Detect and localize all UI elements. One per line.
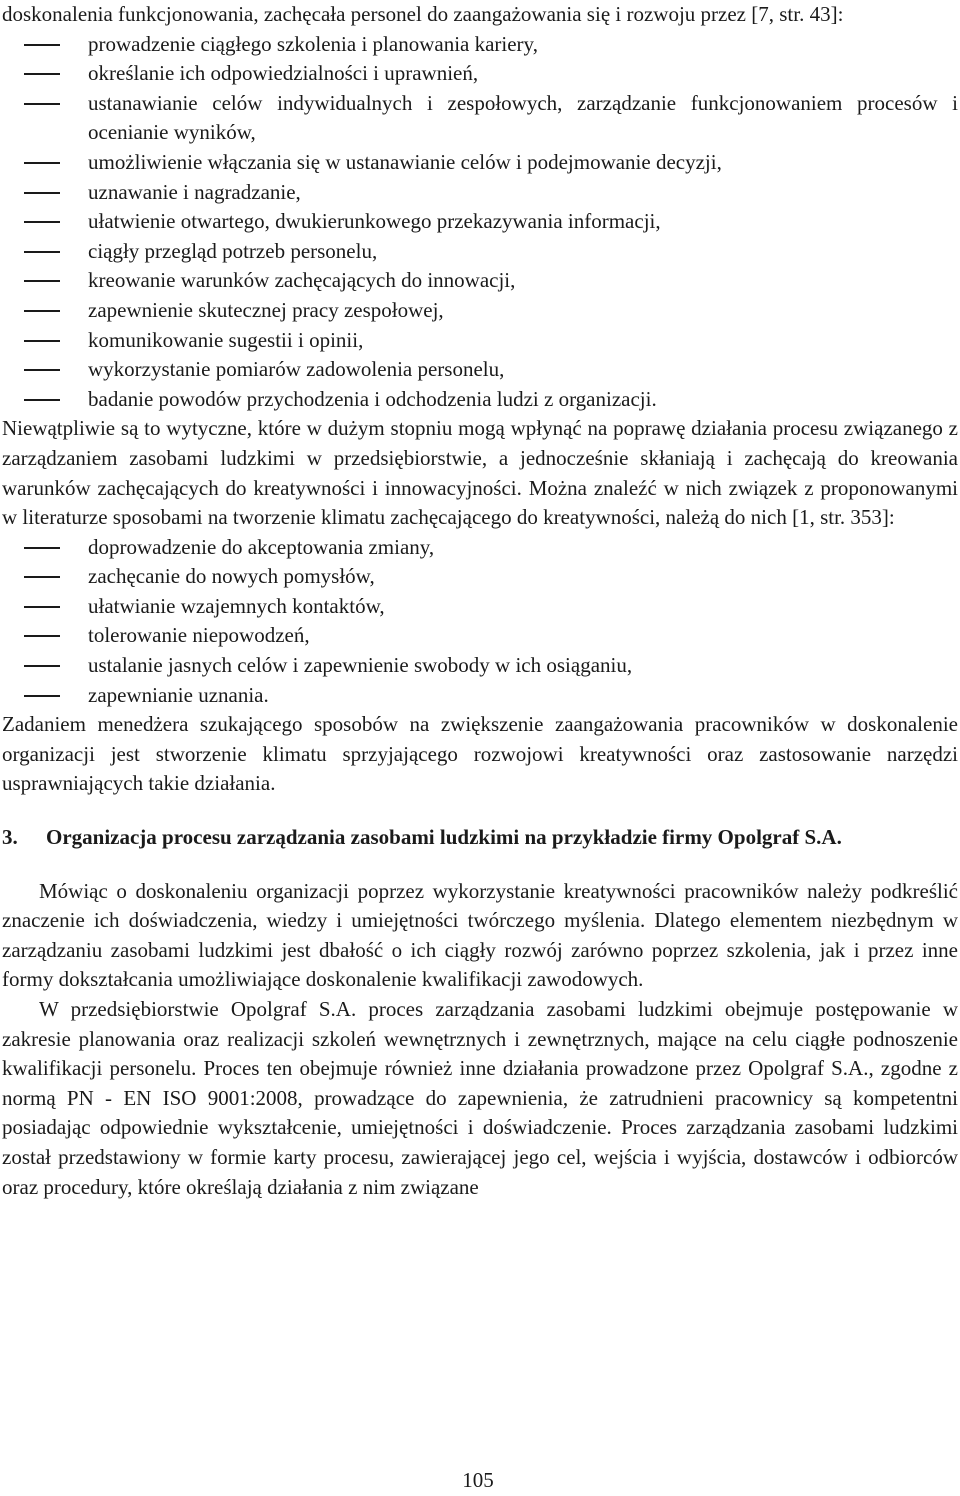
list-item: wykorzystanie pomiarów zadowolenia personelu,	[2, 355, 958, 385]
dash-bullet	[24, 251, 60, 253]
list-item: zapewnianie uznania.	[2, 681, 958, 711]
dash-bullet	[24, 221, 60, 223]
list-item: prowadzenie ciągłego szkolenia i planowania kariery,	[2, 30, 958, 60]
section-number: 3.	[2, 825, 18, 850]
list-item: określanie ich odpowiedzialności i uprawnień,	[2, 59, 958, 89]
climate-methods-list	[2, 533, 958, 711]
dash-bullet	[24, 399, 60, 401]
dash-bullet	[24, 44, 60, 46]
dash-bullet	[24, 665, 60, 667]
guidelines-list	[2, 30, 958, 415]
dash-bullet	[24, 162, 60, 164]
list-item: umożliwienie włączania się w ustanawianie celów i podejmowanie decyzji,	[2, 148, 958, 178]
body-paragraph: W przedsiębiorstwie Opolgraf S.A. proces zarządzania zasobami ludzkimi obejmuje postępowanie w zakresie planowania oraz realizacji szkoleń wewnętrznych i zewnętrznych, mające na celu ciągłe podnoszenie kwalifikacji personelu. Proces ten obejmuje również inne działania prowadzone przez Opolgraf S.A., zgodne z normą PN - EN ISO 9001:2008, prowadzące do zapewnienia, że zatrudnieni pracownicy są kompetentni posiadając odpowiednie wykształcenie, umiejętności i doświadczenie. Proces zarządzania zasobami ludzkimi został przedstawiony w formie karty procesu, zawierającej jego cel, wejścia i wyjścia, dostawców i odbiorców oraz procedury, które określają działania z nim związane	[2, 997, 958, 1199]
body-paragraph: Zadaniem menedżera szukającego sposobów na zwiększenie zaangażowania pracowników w doskonalenie organizacji jest stworzenie klimatu sprzyjającego rozwojowi kreatywności oraz zastosowanie narzędzi usprawniających takie działania.	[2, 712, 958, 796]
dash-bullet	[24, 635, 60, 637]
list-item: zachęcanie do nowych pomysłów,	[2, 562, 958, 592]
list-item: uznawanie i nagradzanie,	[2, 178, 958, 208]
dash-bullet	[24, 192, 60, 194]
dash-bullet	[24, 310, 60, 312]
page-number: 105	[462, 1468, 494, 1492]
dash-bullet	[24, 280, 60, 282]
dash-bullet	[24, 103, 60, 105]
list-item: kreowanie warunków zachęcających do innowacji,	[2, 266, 958, 296]
list-item: badanie powodów przychodzenia i odchodzenia ludzi z organizacji.	[2, 385, 958, 415]
list-item: zapewnienie skutecznej pracy zespołowej,	[2, 296, 958, 326]
dash-bullet	[24, 547, 60, 549]
list-item: doprowadzenie do akceptowania zmiany,	[2, 533, 958, 563]
dash-bullet	[24, 340, 60, 342]
intro-paragraph: doskonalenia funkcjonowania, zachęcała personel do zaangażowania się i rozwoju przez [7, str. 43]:	[2, 2, 844, 26]
list-item: ustanawianie celów indywidualnych i zespołowych, zarządzanie funkcjonowaniem procesów i ocenianie wyników,	[2, 89, 958, 148]
section-heading	[2, 823, 958, 853]
dash-bullet	[24, 606, 60, 608]
body-paragraph: Mówiąc o doskonaleniu organizacji poprzez wykorzystanie kreatywności pracowników należy podkreślić znaczenie ich doświadczenia, wiedzy i umiejętności twórczego myślenia. Dlatego elementem niezbędnym w zarządzaniu zasobami ludzkimi jest dbałość o ich ciągły rozwój zarówno poprzez szkolenia, jak i przez inne formy dokształcania umożliwiające doskonalenie kwalifikacji zawodowych.	[2, 878, 958, 992]
body-paragraph: Niewątpliwie są to wytyczne, które w dużym stopniu mogą wpłynąć na poprawę działania procesu związanego z zarządzaniem zasobami ludzkimi w przedsiębiorstwie, a jednocześnie skłaniają i zachęcają do kreowania warunków zachęcających do kreatywności i innowacyjności. Można znaleźć w nich związek z proponowanymi w literaturze sposobami na tworzenie klimatu zachęcającego do kreatywności, należą do nich [1, str. 353]:	[2, 416, 958, 530]
dash-bullet	[24, 695, 60, 697]
list-item: komunikowanie sugestii i opinii,	[2, 326, 958, 356]
list-item: ustalanie jasnych celów i zapewnienie swobody w ich osiąganiu,	[2, 651, 958, 681]
list-item: tolerowanie niepowodzeń,	[2, 621, 958, 651]
section-title: Organizacja procesu zarządzania zasobami ludzkimi na przykładzie firmy Opolgraf S.A.	[46, 825, 842, 850]
dash-bullet	[24, 369, 60, 371]
list-item: ułatwienie otwartego, dwukierunkowego przekazywania informacji,	[2, 207, 958, 237]
dash-bullet	[24, 73, 60, 75]
list-item: ciągły przegląd potrzeb personelu,	[2, 237, 958, 267]
list-item: ułatwianie wzajemnych kontaktów,	[2, 592, 958, 622]
dash-bullet	[24, 576, 60, 578]
